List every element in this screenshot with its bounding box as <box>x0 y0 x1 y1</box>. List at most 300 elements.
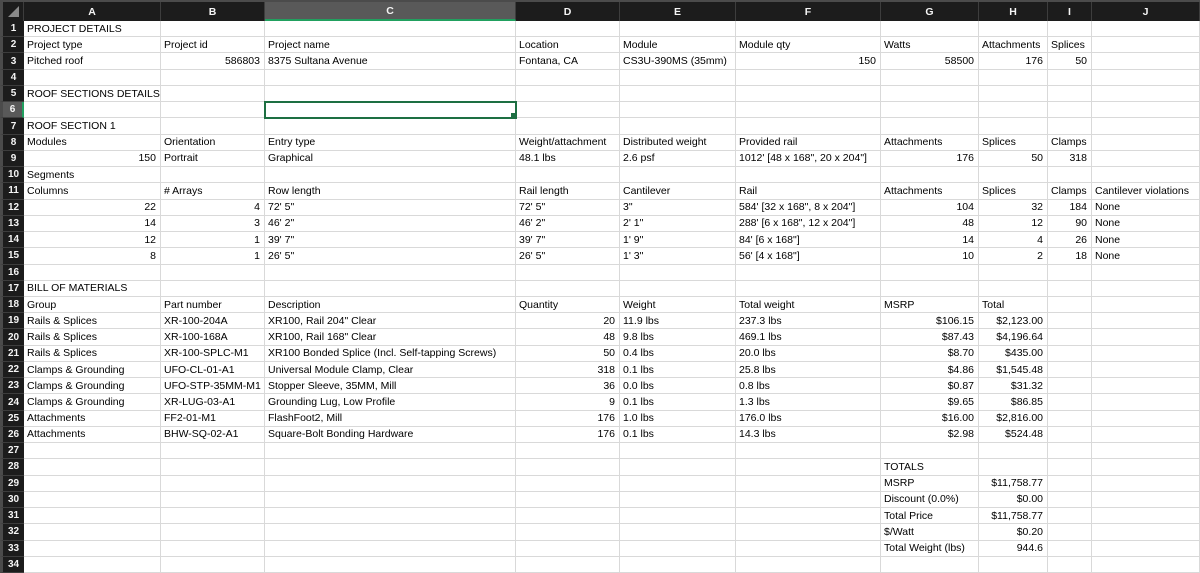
cell-H28[interactable] <box>979 459 1048 475</box>
cell-I33[interactable] <box>1048 541 1092 557</box>
cell-E23[interactable]: 0.0 lbs <box>620 378 736 394</box>
cell-H10[interactable] <box>979 167 1048 183</box>
cell-I32[interactable] <box>1048 524 1092 540</box>
row-header-34[interactable]: 34 <box>0 557 24 573</box>
cell-G34[interactable] <box>881 557 979 573</box>
cell-B8[interactable]: Orientation <box>161 135 265 151</box>
cell-F11[interactable]: Rail <box>736 183 881 199</box>
cell-E12[interactable]: 3" <box>620 200 736 216</box>
row-header-10[interactable]: 10 <box>0 167 24 183</box>
cell-F1[interactable] <box>736 21 881 37</box>
cell-E4[interactable] <box>620 70 736 86</box>
cell-H2[interactable]: Attachments <box>979 37 1048 53</box>
cell-B7[interactable] <box>161 118 265 134</box>
row-header-4[interactable]: 4 <box>0 70 24 86</box>
cell-H14[interactable]: 4 <box>979 232 1048 248</box>
cell-B25[interactable]: FF2-01-M1 <box>161 411 265 427</box>
row-header-23[interactable]: 23 <box>0 378 24 394</box>
cell-B33[interactable] <box>161 541 265 557</box>
cell-I28[interactable] <box>1048 459 1092 475</box>
row-header-12[interactable]: 12 <box>0 200 24 216</box>
cell-C4[interactable] <box>265 70 516 86</box>
cell-I27[interactable] <box>1048 443 1092 459</box>
cell-F12[interactable]: 584' [32 x 168", 8 x 204"] <box>736 200 881 216</box>
cell-G31[interactable]: Total Price <box>881 508 979 524</box>
cell-J2[interactable] <box>1092 37 1200 53</box>
cell-F25[interactable]: 176.0 lbs <box>736 411 881 427</box>
cell-E15[interactable]: 1' 3" <box>620 248 736 264</box>
col-header-H[interactable]: H <box>979 2 1048 21</box>
cell-F14[interactable]: 84' [6 x 168"] <box>736 232 881 248</box>
cell-E26[interactable]: 0.1 lbs <box>620 427 736 443</box>
cell-G1[interactable] <box>881 21 979 37</box>
cell-D5[interactable] <box>516 86 620 102</box>
cell-I1[interactable] <box>1048 21 1092 37</box>
cell-I4[interactable] <box>1048 70 1092 86</box>
cell-G26[interactable]: $2.98 <box>881 427 979 443</box>
cell-H4[interactable] <box>979 70 1048 86</box>
cell-D6[interactable] <box>516 102 620 118</box>
cell-F27[interactable] <box>736 443 881 459</box>
cell-C7[interactable] <box>265 118 516 134</box>
cell-D25[interactable]: 176 <box>516 411 620 427</box>
cell-D15[interactable]: 26' 5" <box>516 248 620 264</box>
cell-A12[interactable]: 22 <box>24 200 161 216</box>
cell-B24[interactable]: XR-LUG-03-A1 <box>161 394 265 410</box>
cell-H11[interactable]: Splices <box>979 183 1048 199</box>
cell-F4[interactable] <box>736 70 881 86</box>
cell-H6[interactable] <box>979 102 1048 118</box>
cell-B13[interactable]: 3 <box>161 216 265 232</box>
cell-J11[interactable]: Cantilever violations <box>1092 183 1200 199</box>
cell-I15[interactable]: 18 <box>1048 248 1092 264</box>
cell-B18[interactable]: Part number <box>161 297 265 313</box>
col-header-C[interactable]: C <box>265 2 516 21</box>
cell-G5[interactable] <box>881 86 979 102</box>
cell-C16[interactable] <box>265 265 516 281</box>
cell-H12[interactable]: 32 <box>979 200 1048 216</box>
cell-B9[interactable]: Portrait <box>161 151 265 167</box>
cell-C29[interactable] <box>265 476 516 492</box>
cell-A17[interactable]: BILL OF MATERIALS <box>24 281 161 297</box>
cell-G4[interactable] <box>881 70 979 86</box>
row-header-24[interactable]: 24 <box>0 394 24 410</box>
cell-D12[interactable]: 72' 5" <box>516 200 620 216</box>
cell-F23[interactable]: 0.8 lbs <box>736 378 881 394</box>
cell-F28[interactable] <box>736 459 881 475</box>
row-header-2[interactable]: 2 <box>0 37 24 53</box>
cell-D30[interactable] <box>516 492 620 508</box>
cell-F10[interactable] <box>736 167 881 183</box>
cell-E14[interactable]: 1' 9" <box>620 232 736 248</box>
cell-G27[interactable] <box>881 443 979 459</box>
cell-A18[interactable]: Group <box>24 297 161 313</box>
cell-E34[interactable] <box>620 557 736 573</box>
cell-I22[interactable] <box>1048 362 1092 378</box>
cell-D34[interactable] <box>516 557 620 573</box>
cell-J3[interactable] <box>1092 53 1200 69</box>
cell-A23[interactable]: Clamps & Grounding <box>24 378 161 394</box>
cell-C12[interactable]: 72' 5" <box>265 200 516 216</box>
cell-A4[interactable] <box>24 70 161 86</box>
cell-A10[interactable]: Segments <box>24 167 161 183</box>
cell-D29[interactable] <box>516 476 620 492</box>
cell-B23[interactable]: UFO-STP-35MM-M1 <box>161 378 265 394</box>
cell-A3[interactable]: Pitched roof <box>24 53 161 69</box>
cell-I19[interactable] <box>1048 313 1092 329</box>
cell-A15[interactable]: 8 <box>24 248 161 264</box>
cell-A27[interactable] <box>24 443 161 459</box>
cell-D9[interactable]: 48.1 lbs <box>516 151 620 167</box>
cell-A7[interactable]: ROOF SECTION 1 <box>24 118 161 134</box>
cell-H8[interactable]: Splices <box>979 135 1048 151</box>
cell-D7[interactable] <box>516 118 620 134</box>
cell-E33[interactable] <box>620 541 736 557</box>
row-header-11[interactable]: 11 <box>0 183 24 199</box>
cell-J4[interactable] <box>1092 70 1200 86</box>
cell-F8[interactable]: Provided rail <box>736 135 881 151</box>
cell-E3[interactable]: CS3U-390MS (35mm) <box>620 53 736 69</box>
cell-C5[interactable] <box>265 86 516 102</box>
cell-G12[interactable]: 104 <box>881 200 979 216</box>
cell-H33[interactable]: 944.6 <box>979 541 1048 557</box>
cell-B21[interactable]: XR-100-SPLC-M1 <box>161 346 265 362</box>
cell-D1[interactable] <box>516 21 620 37</box>
cell-F6[interactable] <box>736 102 881 118</box>
cell-E10[interactable] <box>620 167 736 183</box>
cell-A19[interactable]: Rails & Splices <box>24 313 161 329</box>
cell-C17[interactable] <box>265 281 516 297</box>
cell-F32[interactable] <box>736 524 881 540</box>
cell-B17[interactable] <box>161 281 265 297</box>
cell-J8[interactable] <box>1092 135 1200 151</box>
cell-J15[interactable]: None <box>1092 248 1200 264</box>
cell-C8[interactable]: Entry type <box>265 135 516 151</box>
cell-G23[interactable]: $0.87 <box>881 378 979 394</box>
cell-C25[interactable]: FlashFoot2, Mill <box>265 411 516 427</box>
cell-H3[interactable]: 176 <box>979 53 1048 69</box>
cell-G25[interactable]: $16.00 <box>881 411 979 427</box>
col-header-G[interactable]: G <box>881 2 979 21</box>
cell-B20[interactable]: XR-100-168A <box>161 329 265 345</box>
cell-A14[interactable]: 12 <box>24 232 161 248</box>
cell-B28[interactable] <box>161 459 265 475</box>
cell-E11[interactable]: Cantilever <box>620 183 736 199</box>
col-header-E[interactable]: E <box>620 2 736 21</box>
cell-H32[interactable]: $0.20 <box>979 524 1048 540</box>
cell-C20[interactable]: XR100, Rail 168" Clear <box>265 329 516 345</box>
cell-F7[interactable] <box>736 118 881 134</box>
cell-A21[interactable]: Rails & Splices <box>24 346 161 362</box>
cell-J14[interactable]: None <box>1092 232 1200 248</box>
row-header-21[interactable]: 21 <box>0 346 24 362</box>
cell-B19[interactable]: XR-100-204A <box>161 313 265 329</box>
cell-J21[interactable] <box>1092 346 1200 362</box>
col-header-F[interactable]: F <box>736 2 881 21</box>
cell-I23[interactable] <box>1048 378 1092 394</box>
cell-G6[interactable] <box>881 102 979 118</box>
cell-H19[interactable]: $2,123.00 <box>979 313 1048 329</box>
row-header-22[interactable]: 22 <box>0 362 24 378</box>
cell-H15[interactable]: 2 <box>979 248 1048 264</box>
cell-J26[interactable] <box>1092 427 1200 443</box>
cell-I8[interactable]: Clamps <box>1048 135 1092 151</box>
cell-G14[interactable]: 14 <box>881 232 979 248</box>
cell-J17[interactable] <box>1092 281 1200 297</box>
cell-E5[interactable] <box>620 86 736 102</box>
cell-J31[interactable] <box>1092 508 1200 524</box>
cell-J27[interactable] <box>1092 443 1200 459</box>
cell-B34[interactable] <box>161 557 265 573</box>
cell-I31[interactable] <box>1048 508 1092 524</box>
cell-H5[interactable] <box>979 86 1048 102</box>
cell-F15[interactable]: 56' [4 x 168"] <box>736 248 881 264</box>
cell-D4[interactable] <box>516 70 620 86</box>
cell-D17[interactable] <box>516 281 620 297</box>
cell-D28[interactable] <box>516 459 620 475</box>
cell-D19[interactable]: 20 <box>516 313 620 329</box>
cell-B27[interactable] <box>161 443 265 459</box>
cell-I17[interactable] <box>1048 281 1092 297</box>
cell-D16[interactable] <box>516 265 620 281</box>
row-header-17[interactable]: 17 <box>0 281 24 297</box>
cell-A5[interactable]: ROOF SECTIONS DETAILS <box>24 86 161 102</box>
cell-H30[interactable]: $0.00 <box>979 492 1048 508</box>
cell-G10[interactable] <box>881 167 979 183</box>
cell-E1[interactable] <box>620 21 736 37</box>
cell-F5[interactable] <box>736 86 881 102</box>
cell-B15[interactable]: 1 <box>161 248 265 264</box>
cell-B2[interactable]: Project id <box>161 37 265 53</box>
cell-C31[interactable] <box>265 508 516 524</box>
cell-G29[interactable]: MSRP <box>881 476 979 492</box>
cell-E25[interactable]: 1.0 lbs <box>620 411 736 427</box>
cell-I7[interactable] <box>1048 118 1092 134</box>
cell-E21[interactable]: 0.4 lbs <box>620 346 736 362</box>
cell-J34[interactable] <box>1092 557 1200 573</box>
row-header-8[interactable]: 8 <box>0 135 24 151</box>
cell-C19[interactable]: XR100, Rail 204" Clear <box>265 313 516 329</box>
cell-C14[interactable]: 39' 7" <box>265 232 516 248</box>
col-header-D[interactable]: D <box>516 2 620 21</box>
row-header-20[interactable]: 20 <box>0 329 24 345</box>
cell-C26[interactable]: Square-Bolt Bonding Hardware <box>265 427 516 443</box>
cell-J23[interactable] <box>1092 378 1200 394</box>
cell-B14[interactable]: 1 <box>161 232 265 248</box>
cell-B1[interactable] <box>161 21 265 37</box>
cell-G20[interactable]: $87.43 <box>881 329 979 345</box>
row-header-5[interactable]: 5 <box>0 86 24 102</box>
cell-G28[interactable]: TOTALS <box>881 459 979 475</box>
cell-H21[interactable]: $435.00 <box>979 346 1048 362</box>
cell-D10[interactable] <box>516 167 620 183</box>
cell-D32[interactable] <box>516 524 620 540</box>
cell-D3[interactable]: Fontana, CA <box>516 53 620 69</box>
cell-D20[interactable]: 48 <box>516 329 620 345</box>
cell-E32[interactable] <box>620 524 736 540</box>
cell-B11[interactable]: # Arrays <box>161 183 265 199</box>
col-header-B[interactable]: B <box>161 2 265 21</box>
cell-H26[interactable]: $524.48 <box>979 427 1048 443</box>
cell-G11[interactable]: Attachments <box>881 183 979 199</box>
cell-G30[interactable]: Discount (0.0%) <box>881 492 979 508</box>
row-header-31[interactable]: 31 <box>0 508 24 524</box>
cell-E16[interactable] <box>620 265 736 281</box>
cell-C33[interactable] <box>265 541 516 557</box>
cell-I13[interactable]: 90 <box>1048 216 1092 232</box>
cell-C6[interactable] <box>265 102 516 118</box>
cell-I10[interactable] <box>1048 167 1092 183</box>
cell-J9[interactable] <box>1092 151 1200 167</box>
cell-F30[interactable] <box>736 492 881 508</box>
cell-F2[interactable]: Module qty <box>736 37 881 53</box>
cell-I18[interactable] <box>1048 297 1092 313</box>
cell-J13[interactable]: None <box>1092 216 1200 232</box>
cell-G18[interactable]: MSRP <box>881 297 979 313</box>
cell-G19[interactable]: $106.15 <box>881 313 979 329</box>
cell-F16[interactable] <box>736 265 881 281</box>
cell-A20[interactable]: Rails & Splices <box>24 329 161 345</box>
cell-D22[interactable]: 318 <box>516 362 620 378</box>
col-header-J[interactable]: J <box>1092 2 1200 21</box>
cell-J10[interactable] <box>1092 167 1200 183</box>
cell-G9[interactable]: 176 <box>881 151 979 167</box>
cell-J30[interactable] <box>1092 492 1200 508</box>
cell-I12[interactable]: 184 <box>1048 200 1092 216</box>
cell-F21[interactable]: 20.0 lbs <box>736 346 881 362</box>
row-header-33[interactable]: 33 <box>0 541 24 557</box>
cell-C11[interactable]: Row length <box>265 183 516 199</box>
cell-A16[interactable] <box>24 265 161 281</box>
cell-B32[interactable] <box>161 524 265 540</box>
cell-D21[interactable]: 50 <box>516 346 620 362</box>
cell-H1[interactable] <box>979 21 1048 37</box>
cell-B26[interactable]: BHW-SQ-02-A1 <box>161 427 265 443</box>
cell-C13[interactable]: 46' 2" <box>265 216 516 232</box>
cell-A30[interactable] <box>24 492 161 508</box>
cell-G21[interactable]: $8.70 <box>881 346 979 362</box>
cell-C21[interactable]: XR100 Bonded Splice (Incl. Self-tapping Screws) <box>265 346 516 362</box>
cell-H31[interactable]: $11,758.77 <box>979 508 1048 524</box>
cell-A11[interactable]: Columns <box>24 183 161 199</box>
cell-E22[interactable]: 0.1 lbs <box>620 362 736 378</box>
cell-G17[interactable] <box>881 281 979 297</box>
cell-I30[interactable] <box>1048 492 1092 508</box>
cell-C15[interactable]: 26' 5" <box>265 248 516 264</box>
cell-J22[interactable] <box>1092 362 1200 378</box>
row-header-9[interactable]: 9 <box>0 151 24 167</box>
cell-E29[interactable] <box>620 476 736 492</box>
select-all-corner[interactable] <box>0 2 24 21</box>
cell-J33[interactable] <box>1092 541 1200 557</box>
row-header-26[interactable]: 26 <box>0 427 24 443</box>
cell-I20[interactable] <box>1048 329 1092 345</box>
cell-E24[interactable]: 0.1 lbs <box>620 394 736 410</box>
row-header-14[interactable]: 14 <box>0 232 24 248</box>
cell-C27[interactable] <box>265 443 516 459</box>
cell-D27[interactable] <box>516 443 620 459</box>
row-header-18[interactable]: 18 <box>0 297 24 313</box>
cell-C23[interactable]: Stopper Sleeve, 35MM, Mill <box>265 378 516 394</box>
cell-J25[interactable] <box>1092 411 1200 427</box>
cell-D14[interactable]: 39' 7" <box>516 232 620 248</box>
cell-B4[interactable] <box>161 70 265 86</box>
cell-H20[interactable]: $4,196.64 <box>979 329 1048 345</box>
cell-D8[interactable]: Weight/attachment <box>516 135 620 151</box>
cell-A25[interactable]: Attachments <box>24 411 161 427</box>
cell-J32[interactable] <box>1092 524 1200 540</box>
cell-C32[interactable] <box>265 524 516 540</box>
cell-F33[interactable] <box>736 541 881 557</box>
cell-G3[interactable]: 58500 <box>881 53 979 69</box>
cell-F34[interactable] <box>736 557 881 573</box>
cell-A32[interactable] <box>24 524 161 540</box>
cell-G24[interactable]: $9.65 <box>881 394 979 410</box>
cell-J12[interactable]: None <box>1092 200 1200 216</box>
cell-A28[interactable] <box>24 459 161 475</box>
cell-C1[interactable] <box>265 21 516 37</box>
cell-I11[interactable]: Clamps <box>1048 183 1092 199</box>
cell-G16[interactable] <box>881 265 979 281</box>
cell-J24[interactable] <box>1092 394 1200 410</box>
cell-A31[interactable] <box>24 508 161 524</box>
cell-E27[interactable] <box>620 443 736 459</box>
row-header-27[interactable]: 27 <box>0 443 24 459</box>
cell-H17[interactable] <box>979 281 1048 297</box>
cell-I14[interactable]: 26 <box>1048 232 1092 248</box>
cell-H16[interactable] <box>979 265 1048 281</box>
cell-B16[interactable] <box>161 265 265 281</box>
cell-A6[interactable] <box>24 102 161 118</box>
row-header-1[interactable]: 1 <box>0 21 24 37</box>
cell-H27[interactable] <box>979 443 1048 459</box>
cell-C2[interactable]: Project name <box>265 37 516 53</box>
cell-G15[interactable]: 10 <box>881 248 979 264</box>
cell-F20[interactable]: 469.1 lbs <box>736 329 881 345</box>
cell-H25[interactable]: $2,816.00 <box>979 411 1048 427</box>
cell-G7[interactable] <box>881 118 979 134</box>
cell-E7[interactable] <box>620 118 736 134</box>
cell-B6[interactable] <box>161 102 265 118</box>
cell-A26[interactable]: Attachments <box>24 427 161 443</box>
cell-H7[interactable] <box>979 118 1048 134</box>
cell-F13[interactable]: 288' [6 x 168", 12 x 204"] <box>736 216 881 232</box>
cell-C18[interactable]: Description <box>265 297 516 313</box>
cell-B10[interactable] <box>161 167 265 183</box>
cell-I6[interactable] <box>1048 102 1092 118</box>
cell-B31[interactable] <box>161 508 265 524</box>
cell-E17[interactable] <box>620 281 736 297</box>
row-header-15[interactable]: 15 <box>0 248 24 264</box>
cell-J6[interactable] <box>1092 102 1200 118</box>
cell-E2[interactable]: Module <box>620 37 736 53</box>
cell-F9[interactable]: 1012' [48 x 168", 20 x 204"] <box>736 151 881 167</box>
cell-F24[interactable]: 1.3 lbs <box>736 394 881 410</box>
col-header-A[interactable]: A <box>24 2 161 21</box>
cell-F18[interactable]: Total weight <box>736 297 881 313</box>
cell-A22[interactable]: Clamps & Grounding <box>24 362 161 378</box>
cell-D18[interactable]: Quantity <box>516 297 620 313</box>
cell-A13[interactable]: 14 <box>24 216 161 232</box>
cell-D11[interactable]: Rail length <box>516 183 620 199</box>
cell-E18[interactable]: Weight <box>620 297 736 313</box>
cell-J5[interactable] <box>1092 86 1200 102</box>
row-header-13[interactable]: 13 <box>0 216 24 232</box>
cell-C10[interactable] <box>265 167 516 183</box>
cell-C22[interactable]: Universal Module Clamp, Clear <box>265 362 516 378</box>
cell-H18[interactable]: Total <box>979 297 1048 313</box>
cell-C34[interactable] <box>265 557 516 573</box>
